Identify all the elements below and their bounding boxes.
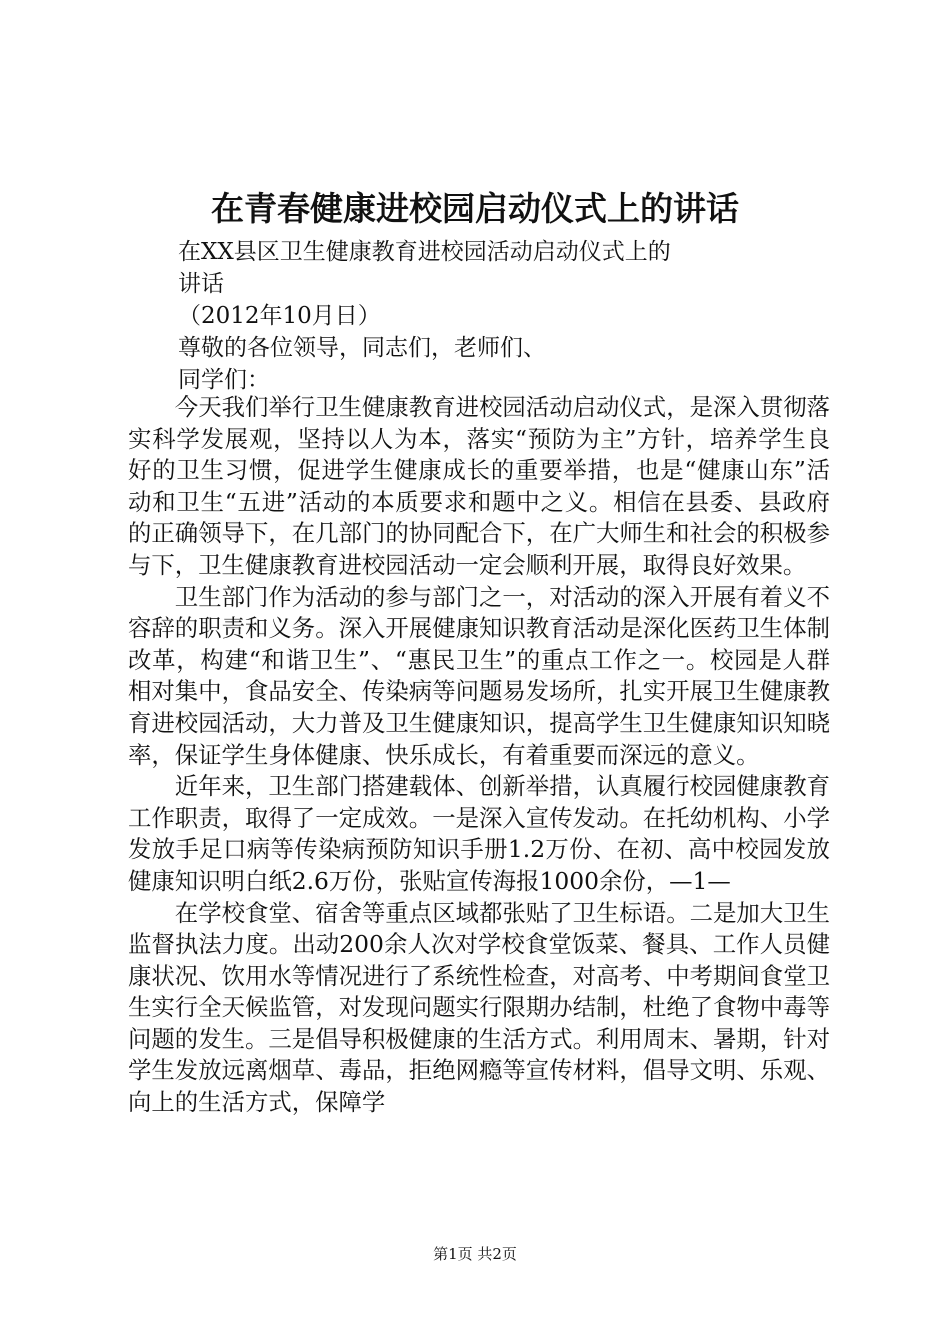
salutation-line-1: 尊敬的各位领导，同志们，老师们、: [178, 335, 546, 361]
speech-header: [178, 236, 818, 396]
speech-date: （2012年10月日）: [178, 303, 381, 329]
page-footer: 第1页 共2页: [433, 1245, 517, 1263]
paragraph: 卫生部门作为活动的参与部门之一，对活动的深入开展有着义不容辞的职责和义务。深入开展健康知识教育活动是深化医药卫生体制改革，构建“和谐卫生”、“惠民卫生”的重点工作之一。校园是人群相对集中，食品安全、传染病等问题易发场所，扎实开展卫生健康教育进校园活动，大力普及卫生健康知识，提高学生卫生健康知识知晓率，保证学生身体健康、快乐成长，有着重要而深远的意义。: [128, 582, 830, 769]
speech-body: [128, 392, 830, 1119]
paragraph: 在学校食堂、宿舍等重点区域都张贴了卫生标语。二是加大卫生监督执法力度。出动200余人次对学校食堂饭菜、餐具、工作人员健康状况、饮用水等情况进行了系统性检查，对高考、中考期间食堂卫生实行全天候监管，对发现问题实行限期办结制，杜绝了食物中毒等问题的发生。三是倡导积极健康的生活方式。利用周末、暑期，针对学生发放远离烟草、毒品，拒绝网瘾等宣传材料，倡导文明、乐观、向上的生活方式，保障学: [128, 898, 830, 1117]
document-title: 在青春健康进校园启动仪式上的讲话: [211, 189, 739, 228]
subtitle-line-2: 讲话: [178, 271, 224, 297]
salutation-line-2: 同学们：: [178, 367, 270, 393]
paragraph: 今天我们举行卫生健康教育进校园活动启动仪式，是深入贯彻落实科学发展观，坚持以人为本，落实“预防为主”方针，培养学生良好的卫生习惯，促进学生健康成长的重要举措，也是“健康山东”活动和卫生“五进”活动的本质要求和题中之义。相信在县委、县政府的正确领导下，在几部门的协同配合下，在广大师生和社会的积极参与下，卫生健康教育进校园活动一定会顺利开展，取得良好效果。: [128, 393, 830, 579]
paragraph: 近年来，卫生部门搭建载体、创新举措，认真履行校园健康教育工作职责，取得了一定成效。一是深入宣传发动。在托幼机构、小学发放手足口病等传染病预防知识手册1.2万份、在初、高中校园发放健康知识明白纸2.6万份，张贴宣传海报1000余份，—1—: [128, 772, 830, 895]
subtitle-line-1: 在XX县区卫生健康教育进校园活动启动仪式上的: [178, 239, 671, 265]
